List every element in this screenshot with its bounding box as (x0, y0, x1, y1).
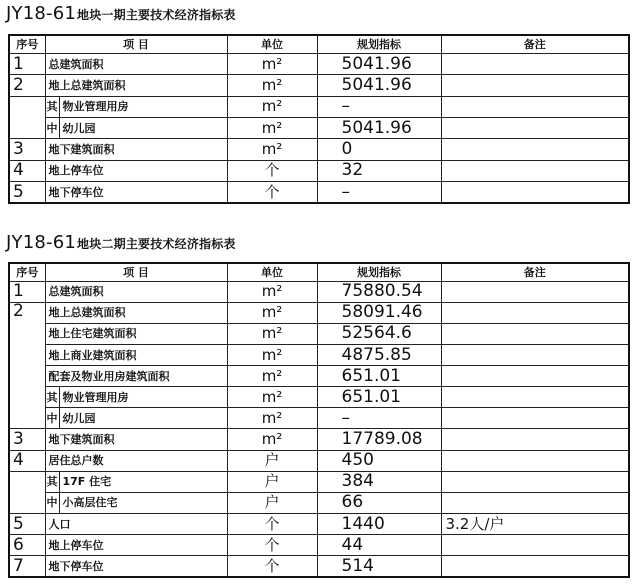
row-item-name: 幼儿园 (59, 117, 227, 138)
row-item-name: 地下停车位 (45, 182, 227, 203)
table-row (9, 117, 629, 138)
table-row (9, 492, 629, 513)
row-remark (441, 535, 629, 556)
table2-header-seq: 序号 (9, 263, 45, 281)
table2-header-row (9, 263, 629, 281)
table1-header-seq: 序号 (9, 35, 45, 53)
table1-header-item: 项 目 (45, 35, 227, 53)
table-row (9, 450, 629, 471)
row-value: 32 (317, 160, 441, 181)
row-value: 450 (317, 450, 441, 471)
row-item-name: 地上总建筑面积 (45, 75, 227, 96)
table1-header-remark: 备注 (441, 35, 629, 53)
row-number: 4 (9, 450, 45, 471)
table-row (9, 387, 629, 408)
row-value: 66 (317, 492, 441, 513)
row-item-name: 地上停车位 (45, 535, 227, 556)
row-number: 7 (9, 556, 45, 577)
row-remark (441, 53, 629, 74)
table-row (9, 429, 629, 450)
qi-label: 其 (45, 387, 59, 408)
table1 (8, 34, 630, 204)
row-remark (441, 556, 629, 577)
row-value: 5041.96 (317, 53, 441, 74)
row-value: 58091.46 (317, 302, 441, 323)
row-value: 17789.08 (317, 429, 441, 450)
row-item-name: 地下建筑面积 (45, 139, 227, 160)
table-row (9, 535, 629, 556)
row-remark (441, 429, 629, 450)
row-item-name: 总建筑面积 (45, 281, 227, 302)
row-value: 514 (317, 556, 441, 577)
table2-title-code: JY18-61 (6, 232, 77, 253)
row-number-empty (9, 471, 45, 513)
row-number: 1 (9, 53, 45, 74)
zhong-label: 中 (45, 117, 59, 138)
row-unit: 个 (227, 182, 317, 203)
row-value: – (317, 182, 441, 203)
table1-title-text: 地块一期主要技术经济指标表 (77, 8, 236, 22)
row-number-empty (9, 96, 45, 139)
row-remark (441, 344, 629, 365)
row-remark (441, 450, 629, 471)
row-remark (441, 96, 629, 117)
row-value: 5041.96 (317, 117, 441, 138)
row-remark (441, 302, 629, 323)
row-number: 2 (9, 302, 45, 429)
row-item-name: 17F 住宅 (59, 471, 227, 492)
row-unit: m² (227, 139, 317, 160)
row-remark (441, 160, 629, 181)
row-remark (441, 471, 629, 492)
row-item-name: 物业管理用房 (59, 96, 227, 117)
row-remark (441, 117, 629, 138)
row-value: 52564.6 (317, 323, 441, 344)
table-row (9, 139, 629, 160)
row-item-name: 总建筑面积 (45, 53, 227, 74)
row-number: 3 (9, 429, 45, 450)
row-value: 4875.85 (317, 344, 441, 365)
row-unit: 个 (227, 556, 317, 577)
row-unit: 个 (227, 535, 317, 556)
table-row (9, 556, 629, 577)
row-unit: m² (227, 117, 317, 138)
row-remark (441, 139, 629, 160)
table-row (9, 408, 629, 429)
table-row (9, 323, 629, 344)
row-value: 5041.96 (317, 75, 441, 96)
table-row (9, 344, 629, 365)
row-item-name: 地上住宅建筑面积 (45, 323, 227, 344)
row-number: 5 (9, 182, 45, 203)
row-unit: 户 (227, 450, 317, 471)
row-unit: m² (227, 366, 317, 387)
row-unit: m² (227, 75, 317, 96)
row-item-name: 地上商业建筑面积 (45, 344, 227, 365)
row-item-name: 配套及物业用房建筑面积 (45, 366, 227, 387)
table-row (9, 366, 629, 387)
row-unit: 户 (227, 492, 317, 513)
row-remark (441, 387, 629, 408)
table-row (9, 513, 629, 534)
table1-title (6, 3, 236, 24)
row-number: 4 (9, 160, 45, 181)
row-item-name: 地上停车位 (45, 160, 227, 181)
table2-header-item: 项 目 (45, 263, 227, 281)
table-row (9, 160, 629, 181)
row-item-name: 物业管理用房 (59, 387, 227, 408)
table2-header-unit: 单位 (227, 263, 317, 281)
row-value: – (317, 96, 441, 117)
row-item-name: 小高层住宅 (59, 492, 227, 513)
row-item-name: 地下建筑面积 (45, 429, 227, 450)
row-value: 651.01 (317, 366, 441, 387)
table-row (9, 471, 629, 492)
row-value: 651.01 (317, 387, 441, 408)
row-value: 384 (317, 471, 441, 492)
table-row (9, 96, 629, 117)
zhong-label: 中 (45, 408, 59, 429)
row-unit: 户 (227, 471, 317, 492)
row-remark (441, 182, 629, 203)
table1-title-code: JY18-61 (6, 3, 77, 24)
row-unit: 个 (227, 513, 317, 534)
row-remark (441, 492, 629, 513)
table2-title (6, 232, 236, 253)
row-unit: m² (227, 429, 317, 450)
row-unit: m² (227, 387, 317, 408)
zhong-label: 中 (45, 492, 59, 513)
row-number: 6 (9, 535, 45, 556)
row-value: 1440 (317, 513, 441, 534)
row-item-name: 地下停车位 (45, 556, 227, 577)
row-unit: m² (227, 323, 317, 344)
table-row (9, 302, 629, 323)
qi-label: 其 (45, 96, 59, 117)
table-row (9, 281, 629, 302)
row-unit: m² (227, 344, 317, 365)
table2-header-remark: 备注 (441, 263, 629, 281)
row-remark (441, 323, 629, 344)
row-unit: m² (227, 53, 317, 74)
qi-label: 其 (45, 471, 59, 492)
row-remark (441, 408, 629, 429)
table-row (9, 75, 629, 96)
row-remark (441, 366, 629, 387)
row-value: 75880.54 (317, 281, 441, 302)
table1-header-value: 规划指标 (317, 35, 441, 53)
table2 (8, 262, 630, 578)
table-row (9, 53, 629, 74)
row-number: 1 (9, 281, 45, 302)
table2-title-text: 地块二期主要技术经济指标表 (77, 237, 236, 251)
table2-header-value: 规划指标 (317, 263, 441, 281)
row-value: – (317, 408, 441, 429)
row-remark: 3.2人/户 (441, 513, 629, 534)
table1-header-row (9, 35, 629, 53)
row-remark (441, 281, 629, 302)
row-value: 44 (317, 535, 441, 556)
row-remark (441, 75, 629, 96)
row-item-name: 地上总建筑面积 (45, 302, 227, 323)
row-number: 2 (9, 75, 45, 96)
row-unit: 个 (227, 160, 317, 181)
row-unit: m² (227, 96, 317, 117)
row-item-name: 居住总户数 (45, 450, 227, 471)
row-number: 3 (9, 139, 45, 160)
row-item-name: 幼儿园 (59, 408, 227, 429)
table-row (9, 182, 629, 203)
row-unit: m² (227, 302, 317, 323)
row-value: 0 (317, 139, 441, 160)
row-unit: m² (227, 281, 317, 302)
row-unit: m² (227, 408, 317, 429)
table1-header-unit: 单位 (227, 35, 317, 53)
row-number: 5 (9, 513, 45, 534)
row-item-name: 人口 (45, 513, 227, 534)
